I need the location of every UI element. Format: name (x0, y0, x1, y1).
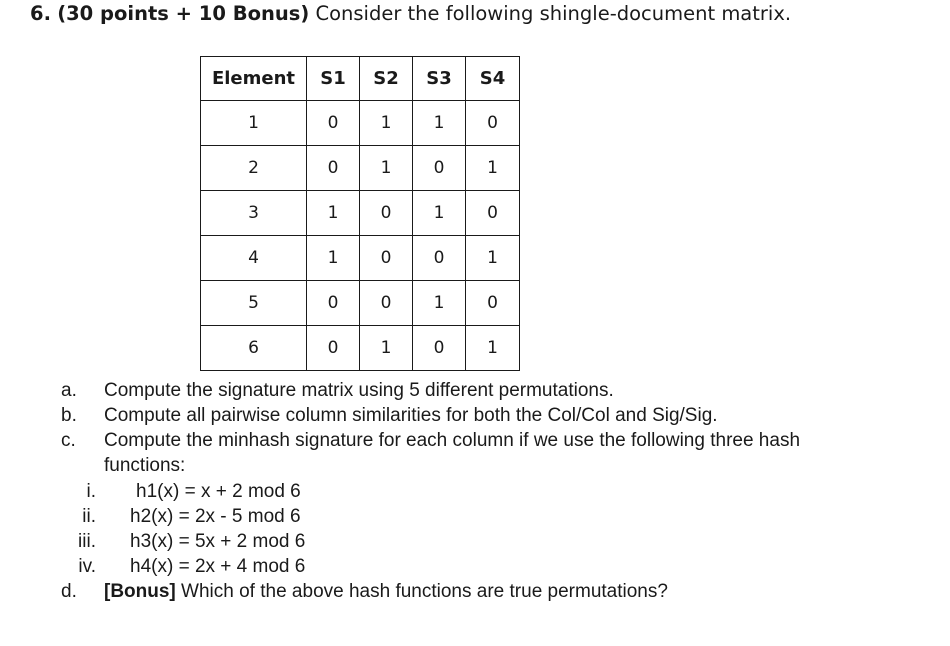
question-prompt: Consider the following shingle-document matrix. (315, 2, 792, 25)
question-c-marker: c. (61, 430, 76, 451)
cell-s4: 0 (466, 191, 520, 236)
header-element: Element (201, 57, 307, 101)
cell-s4: 1 (466, 236, 520, 281)
cell-s4: 1 (466, 146, 520, 191)
cell-s2: 0 (360, 236, 413, 281)
header-s2: S2 (360, 57, 413, 101)
table-row (201, 326, 520, 371)
cell-s1: 0 (307, 101, 360, 146)
question-d-text: Which of the above hash functions are true permutations? (181, 581, 668, 602)
question-b-marker: b. (61, 405, 77, 426)
bonus-label: [Bonus] (104, 581, 176, 602)
cell-s3: 1 (413, 191, 466, 236)
cell-s4: 0 (466, 101, 520, 146)
cell-s2: 1 (360, 101, 413, 146)
cell-element: 6 (201, 326, 307, 371)
table-row (201, 191, 520, 236)
matrix-header-row (201, 57, 520, 101)
question-d-marker: d. (61, 581, 77, 602)
question-c-text-line2: functions: (104, 455, 186, 476)
cell-s3: 0 (413, 236, 466, 281)
cell-s1: 1 (307, 236, 360, 281)
cell-s3: 1 (413, 281, 466, 326)
hash-function-text: h4(x) = 2x + 4 mod 6 (130, 556, 306, 577)
question-a-text: Compute the signature matrix using 5 different permutations. (104, 380, 614, 401)
cell-element: 5 (201, 281, 307, 326)
hash-function-marker: iii. (78, 531, 96, 552)
question-a-marker: a. (61, 380, 77, 401)
hash-function-text: h1(x) = x + 2 mod 6 (136, 481, 301, 502)
cell-s2: 1 (360, 146, 413, 191)
table-row (201, 146, 520, 191)
hash-function-text: h2(x) = 2x - 5 mod 6 (130, 506, 301, 527)
cell-s2: 0 (360, 281, 413, 326)
header-s1: S1 (307, 57, 360, 101)
question-d-line (104, 579, 668, 604)
question-points: (30 points + 10 Bonus) (57, 2, 310, 25)
cell-element: 3 (201, 191, 307, 236)
hash-function-text: h3(x) = 5x + 2 mod 6 (130, 531, 306, 552)
cell-s3: 1 (413, 101, 466, 146)
cell-s1: 0 (307, 146, 360, 191)
question-heading (30, 2, 791, 25)
cell-s4: 1 (466, 326, 520, 371)
cell-s1: 1 (307, 191, 360, 236)
table-row (201, 101, 520, 146)
table-row (201, 236, 520, 281)
shingle-document-matrix (200, 56, 520, 371)
cell-s2: 1 (360, 326, 413, 371)
cell-element: 1 (201, 101, 307, 146)
hash-function-marker: ii. (82, 506, 96, 527)
table-row (201, 281, 520, 326)
cell-s4: 0 (466, 281, 520, 326)
cell-element: 4 (201, 236, 307, 281)
hash-function-marker: i. (86, 481, 96, 502)
header-s4: S4 (466, 57, 520, 101)
header-s3: S3 (413, 57, 466, 101)
question-c-text-line1: Compute the minhash signature for each column if we use the following three hash (104, 430, 801, 451)
question-b-text: Compute all pairwise column similarities for both the Col/Col and Sig/Sig. (104, 405, 718, 426)
cell-s2: 0 (360, 191, 413, 236)
cell-element: 2 (201, 146, 307, 191)
cell-s3: 0 (413, 146, 466, 191)
cell-s3: 0 (413, 326, 466, 371)
cell-s1: 0 (307, 326, 360, 371)
cell-s1: 0 (307, 281, 360, 326)
question-number: 6. (30, 2, 51, 25)
hash-function-marker: iv. (78, 556, 96, 577)
